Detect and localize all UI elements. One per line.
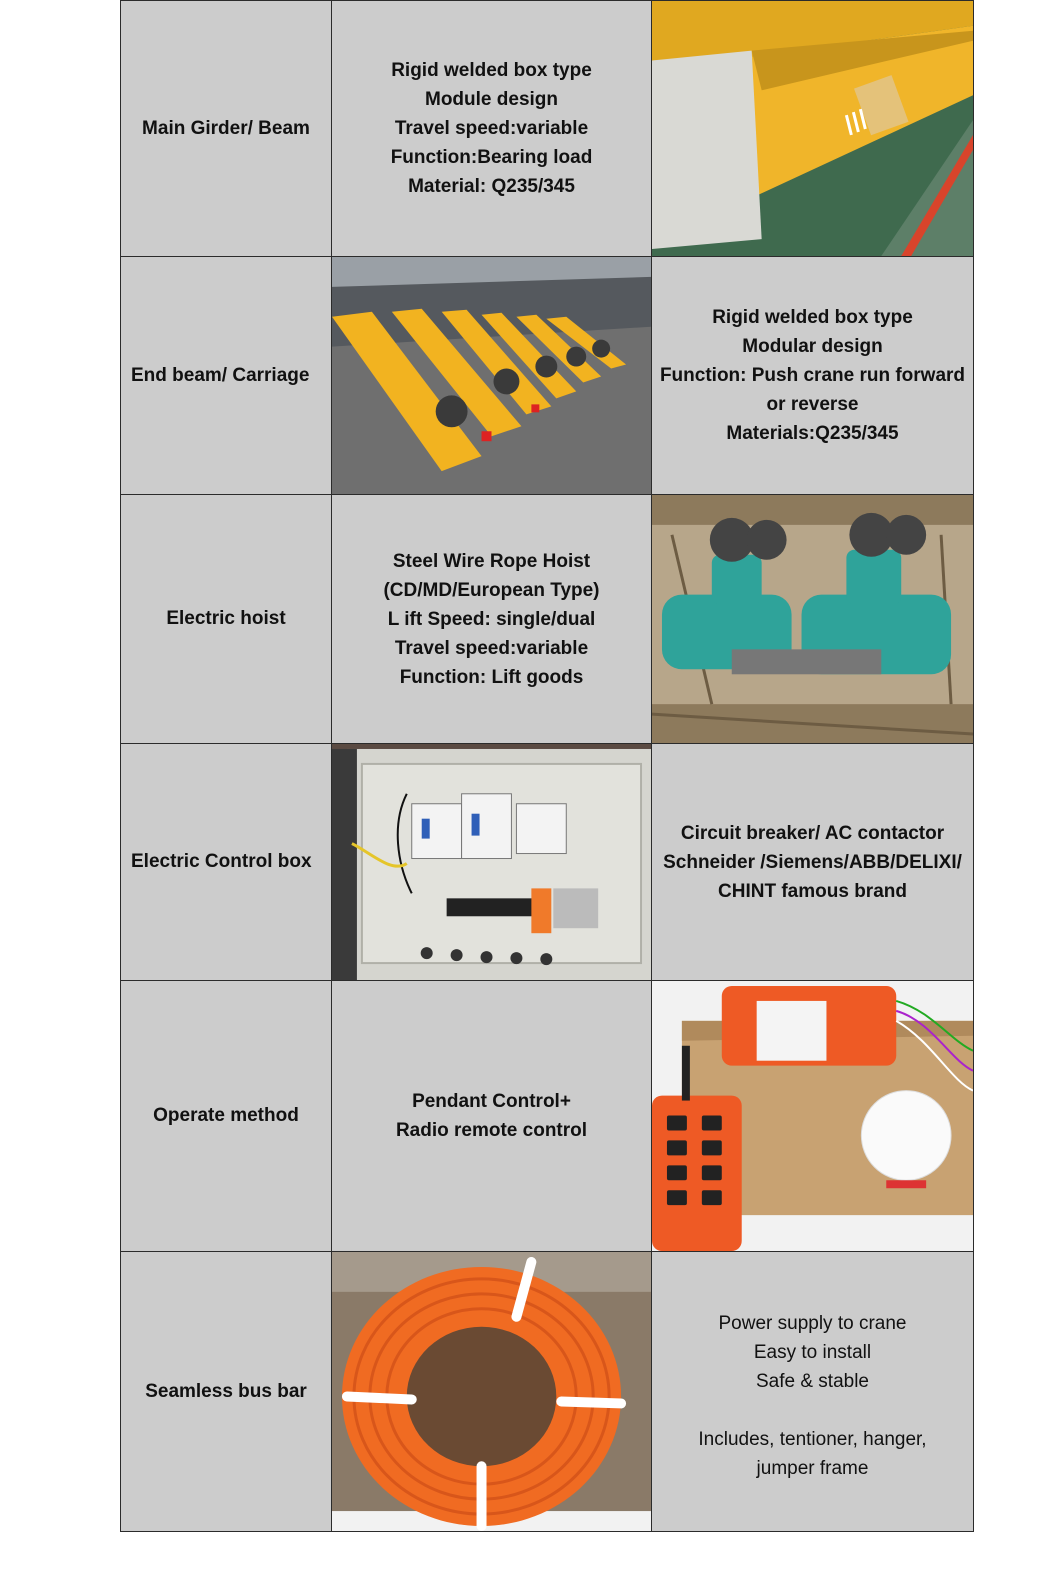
- row-label-cell: [120, 1252, 332, 1532]
- row-label: Seamless bus bar: [145, 1380, 307, 1402]
- row-desc: Power supply to crane Easy to install Safe & stable Includes, tentioner, hanger, jumper frame: [698, 1312, 927, 1479]
- row-desc-cell: [332, 981, 652, 1252]
- row-label: Electric hoist: [166, 608, 286, 629]
- row-label: Electric Control box: [131, 851, 312, 872]
- row-label-cell: [120, 495, 332, 744]
- row-desc-cell: [332, 0, 652, 257]
- row-desc-cell: [652, 257, 974, 495]
- row-desc: Rigid welded box type Module design Travel speed:variable Function:Bearing load Material: Q235/345: [390, 60, 593, 197]
- component-table: [120, 0, 974, 1532]
- row-desc: Rigid welded box type Modular design Function: Push crane run forward or reverse Materials:Q235/345: [659, 307, 966, 444]
- row-desc-cell: [652, 744, 974, 981]
- remote-control-photo: [652, 981, 974, 1252]
- end-beam-photo: [332, 257, 652, 495]
- row-label-cell: [120, 257, 332, 495]
- row-desc: Pendant Control+ Radio remote control: [395, 1091, 588, 1141]
- row-desc: Steel Wire Rope Hoist (CD/MD/European Type) L ift Speed: single/dual Travel speed:variable Function: Lift goods: [383, 550, 600, 688]
- row-desc: Circuit breaker/ AC contactor Schneider /Siemens/ABB/DELIXI/ CHINT famous brand: [663, 822, 962, 902]
- row-label: Operate method: [153, 1105, 299, 1126]
- row-label-cell: [120, 981, 332, 1252]
- electric-hoist-photo: [652, 495, 974, 744]
- row-desc-cell: [332, 495, 652, 744]
- row-desc-cell: [652, 1252, 974, 1532]
- row-label-cell: [120, 0, 332, 257]
- bus-bar-photo: [332, 1252, 652, 1532]
- control-box-photo: [332, 744, 652, 981]
- row-label: End beam/ Carriage: [131, 364, 310, 386]
- row-label: Main Girder/ Beam: [142, 117, 310, 139]
- row-label-cell: [120, 744, 332, 981]
- main-girder-photo: [652, 0, 974, 257]
